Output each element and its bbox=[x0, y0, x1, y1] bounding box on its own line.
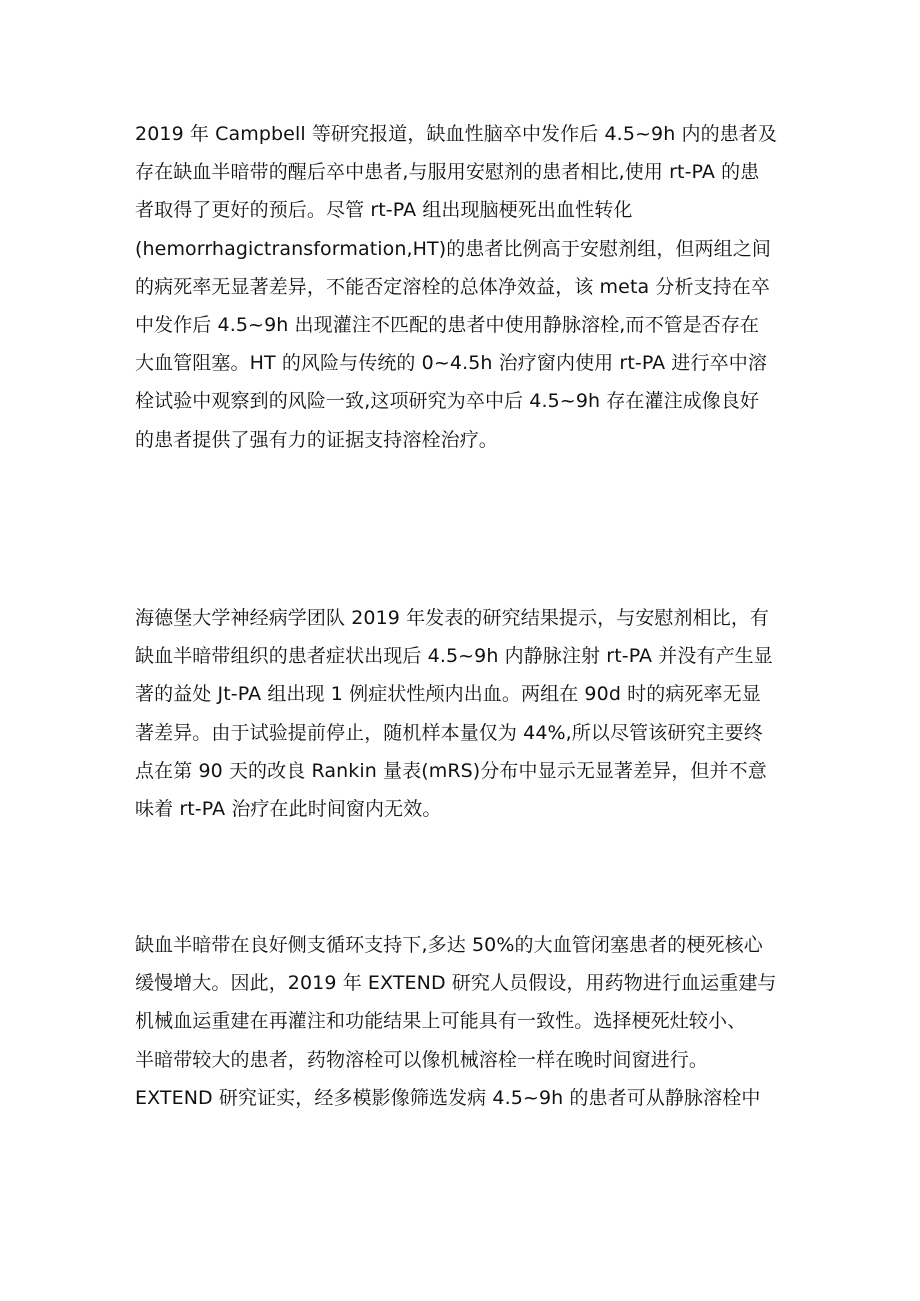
text-line: 点在第 90 天的改良 Rankin 量表(mRS)分布中显示无显著差异，但并不意 bbox=[135, 759, 767, 782]
text-line: 著差异。由于试验提前停止，随机样本量仅为 44%,所以尽管该研究主要终 bbox=[135, 721, 763, 744]
text-line: 2019 年 Campbell 等研究报道，缺血性脑卒中发作后 4.5~9h 内的患者及 bbox=[135, 123, 778, 145]
paragraph-campbell-study bbox=[135, 115, 790, 459]
text-line: EXTEND 研究证实，经多模影像筛选发病 4.5~9h 的患者可从静脉溶栓中 bbox=[135, 1086, 761, 1109]
text-line: 半暗带较大的患者，药物溶栓可以像机械溶栓一样在晚时间窗进行。 bbox=[135, 1048, 709, 1071]
text-line: (hemorrhagictransformation,HT)的患者比例高于安慰剂组，但两组之间 bbox=[135, 237, 771, 260]
text-line: 的病死率无显著差异，不能否定溶栓的总体净效益，该 meta 分析支持在卒 bbox=[135, 275, 770, 298]
text-line: 者取得了更好的预后。尽管 rt-PA 组出现脑梗死出血性转化 bbox=[135, 199, 633, 222]
text-line: 缺血半暗带组织的患者症状出现后 4.5~9h 内静脉注射 rt-PA 并没有产生显 bbox=[135, 645, 773, 668]
text-line: 海德堡大学神经病学团队 2019 年发表的研究结果提示，与安慰剂相比，有 bbox=[135, 607, 770, 629]
text-line: 中发作后 4.5~9h 出现灌注不匹配的患者中使用静脉溶栓,而不管是否存在 bbox=[135, 314, 760, 337]
text-line: 缺血半暗带在良好侧支循环支持下,多达 50%的大血管闭塞患者的梗死核心 bbox=[135, 934, 763, 956]
paragraph-extend-study bbox=[135, 926, 790, 1117]
text-line: 机械血运重建在再灌注和功能结果上可能具有一致性。选择梗死灶较小、 bbox=[135, 1010, 747, 1033]
text-line: 味着 rt-PA 治疗在此时间窗内无效。 bbox=[135, 798, 442, 821]
text-line: 存在缺血半暗带的醒后卒中患者,与服用安慰剂的患者相比,使用 rt-PA 的患 bbox=[135, 161, 760, 184]
paragraph-heidelberg-study bbox=[135, 599, 790, 828]
text-line: 著的益处 Jt-PA 组出现 1 例症状性颅内出血。两组在 90d 时的病死率无显 bbox=[135, 683, 761, 706]
text-line: 栓试验中观察到的风险一致,这项研究为卒中后 4.5~9h 存在灌注成像良好 bbox=[135, 390, 760, 413]
text-line: 大血管阻塞。HT 的风险与传统的 0~4.5h 治疗窗内使用 rt-PA 进行卒中溶 bbox=[135, 352, 767, 375]
text-line: 缓慢增大。因此，2019 年 EXTEND 研究人员假设，用药物进行血运重建与 bbox=[135, 972, 777, 995]
text-line-justified bbox=[135, 191, 790, 229]
text-line: 的患者提供了强有力的证据支持溶栓治疗。 bbox=[135, 428, 498, 451]
